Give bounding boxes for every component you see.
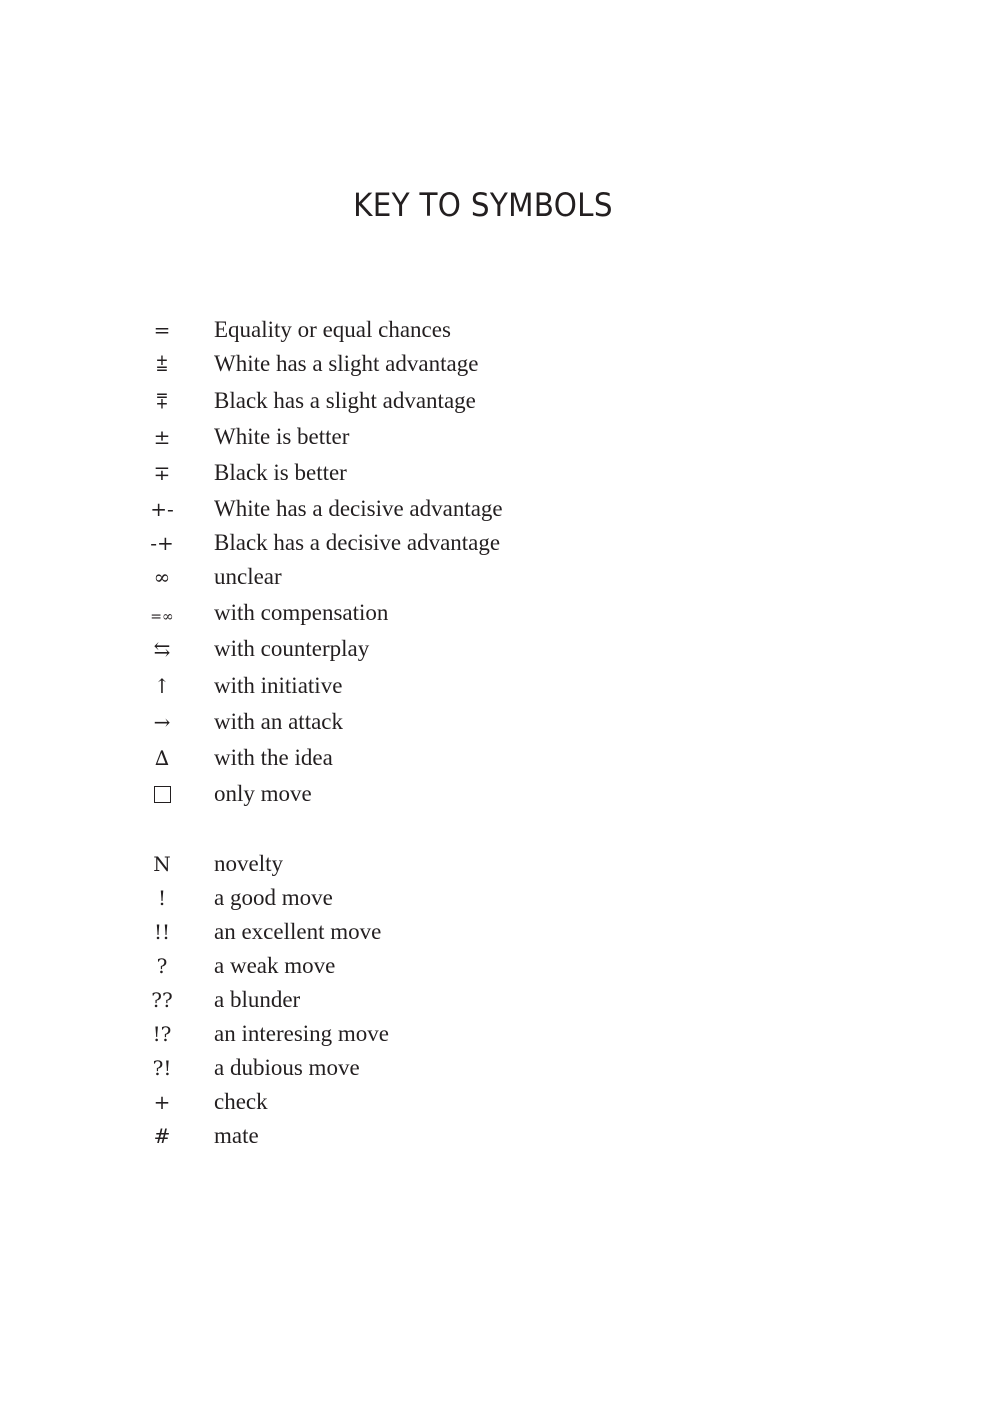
symbol-meaning: Equality or equal chances	[214, 317, 451, 342]
symbol-row-check	[0, 1087, 1000, 1117]
square-box-icon	[140, 779, 184, 809]
symbol-meaning: with counterplay	[214, 636, 370, 661]
symbol-row-only-move	[0, 779, 1000, 809]
symbol-row-weak-move	[0, 951, 1000, 981]
symbol-meaning: check	[214, 1089, 268, 1114]
symbol-meaning: with an attack	[214, 709, 344, 734]
symbol-row-dubious-move	[0, 1053, 1000, 1083]
interesting-move-symbol: !?	[152, 1022, 172, 1046]
page-title: KEY TO SYMBOLS	[353, 186, 613, 224]
symbol-meaning: with compensation	[214, 600, 389, 625]
symbol-meaning: a blunder	[214, 987, 301, 1012]
symbol-row-attack	[0, 707, 1000, 737]
symbol-meaning: unclear	[214, 564, 282, 589]
symbol-meaning: an excellent move	[214, 919, 382, 944]
symbol-row-white-better	[0, 422, 1000, 452]
symbol-meaning: with the idea	[214, 745, 333, 770]
white-decisive-symbol: +-	[150, 497, 174, 521]
symbol-meaning: White has a slight advantage	[214, 351, 479, 376]
white-better-symbol: ±	[153, 425, 171, 449]
symbol-meaning: Black is better	[214, 460, 347, 485]
symbol-row-black-slight	[0, 386, 1000, 416]
white-slight-advantage-symbol: ⩲	[156, 352, 168, 376]
symbol-row-unclear	[0, 562, 1000, 592]
dubious-move-symbol: ?!	[152, 1056, 172, 1080]
symbol-meaning: a weak move	[214, 953, 336, 978]
check-symbol: +	[153, 1090, 171, 1114]
symbol-meaning: with initiative	[214, 673, 343, 698]
symbol-row-white-slight	[0, 349, 1000, 379]
symbol-row-blunder	[0, 985, 1000, 1015]
good-move-symbol: !	[157, 886, 167, 910]
symbol-row-interesting-move	[0, 1019, 1000, 1049]
novelty-symbol: N	[153, 852, 171, 876]
right-arrow-icon: →	[153, 710, 171, 734]
excellent-move-symbol: !!	[153, 920, 171, 944]
symbol-meaning: Black has a slight advantage	[214, 388, 476, 413]
mate-symbol: #	[153, 1124, 171, 1148]
symbol-row-counterplay	[0, 634, 1000, 664]
infinity-symbol: ∞	[153, 565, 171, 589]
symbol-row-black-decisive	[0, 528, 1000, 558]
symbol-row-equality	[0, 315, 1000, 345]
black-better-symbol: ∓	[153, 461, 171, 485]
symbol-meaning: a dubious move	[214, 1055, 360, 1080]
symbol-row-compensation	[0, 598, 1000, 628]
symbol-row-excellent-move	[0, 917, 1000, 947]
equal-symbol: =	[153, 318, 171, 342]
symbol-row-white-decisive	[0, 494, 1000, 524]
delta-icon: ∆	[155, 746, 169, 770]
symbol-row-idea	[0, 743, 1000, 773]
black-decisive-symbol: -+	[150, 531, 174, 555]
symbol-meaning: mate	[214, 1123, 259, 1148]
up-arrow-icon: ↑	[153, 674, 171, 698]
symbol-row-mate	[0, 1121, 1000, 1151]
symbol-row-black-better	[0, 458, 1000, 488]
symbol-row-initiative	[0, 671, 1000, 701]
symbol-meaning: White has a decisive advantage	[214, 496, 503, 521]
compensation-glyph: =∞	[150, 608, 174, 625]
symbol-row-good-move	[0, 883, 1000, 913]
symbol-meaning: Black has a decisive advantage	[214, 530, 501, 555]
black-slight-advantage-symbol: ⩱	[156, 389, 168, 413]
symbol-meaning: a good move	[214, 885, 333, 910]
counterplay-arrows-icon: ⇆	[153, 637, 171, 661]
symbol-meaning: only move	[214, 781, 312, 806]
symbol-meaning: an interesing move	[214, 1021, 390, 1046]
symbol-meaning: novelty	[214, 851, 283, 876]
blunder-symbol: ??	[151, 988, 173, 1012]
weak-move-symbol: ?	[156, 954, 168, 978]
symbol-meaning: White is better	[214, 424, 350, 449]
compensation-symbol	[140, 598, 184, 628]
symbol-row-novelty	[0, 849, 1000, 879]
